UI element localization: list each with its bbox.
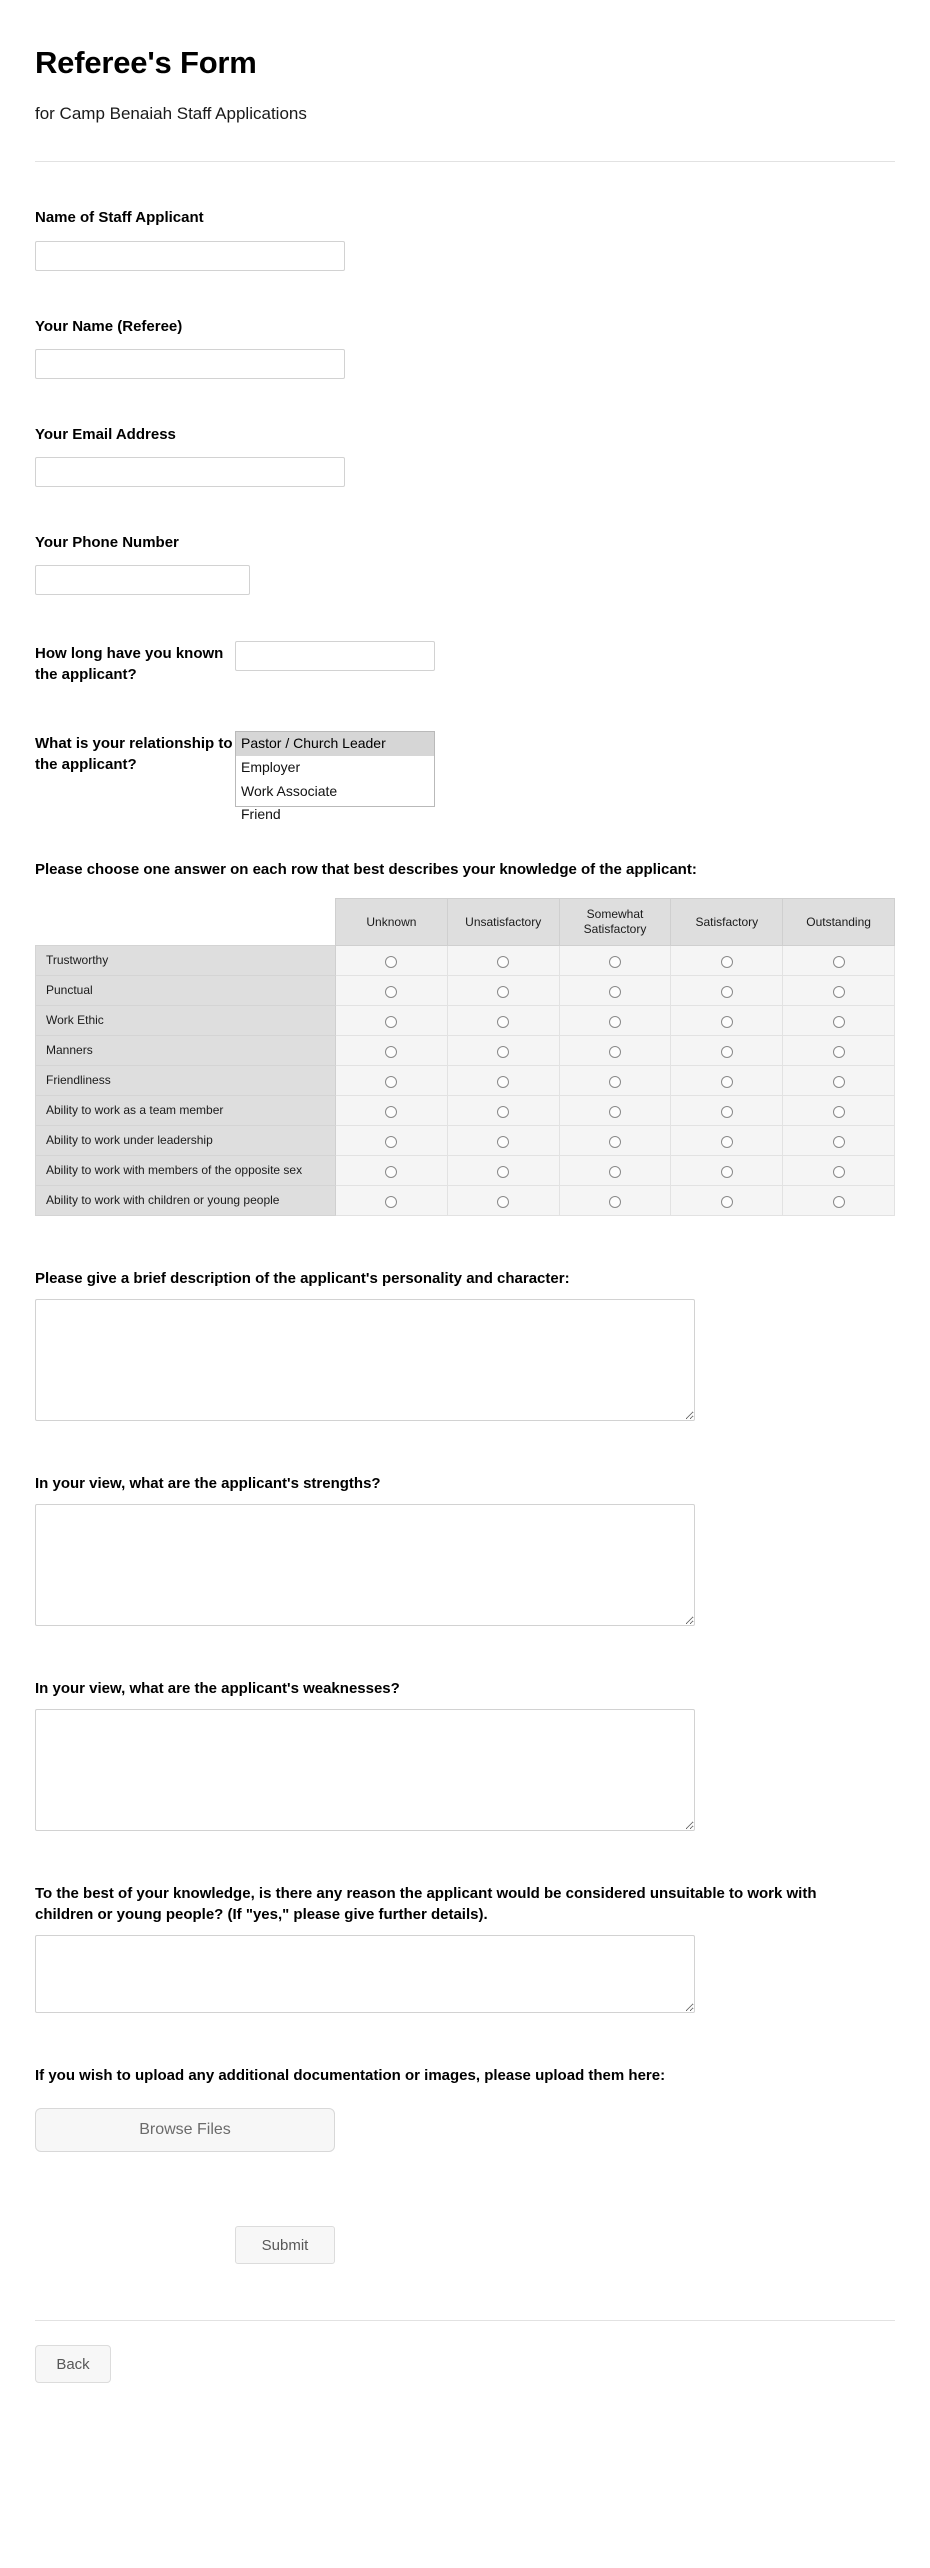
radio-button-icon[interactable] [385,1016,397,1028]
matrix-radio-cell[interactable] [336,946,448,976]
field-label-referee-name: Your Name (Referee) [35,317,183,335]
field-weaknesses [35,1678,895,1831]
radio-button-icon[interactable] [609,986,621,998]
matrix-row-label: Ability to work with members of the opposite sex [36,1156,336,1186]
back-area [35,2321,895,2383]
radio-button-icon[interactable] [497,986,509,998]
radio-button-icon[interactable] [497,1136,509,1148]
matrix-radio-cell[interactable] [336,976,448,1006]
matrix-radio-cell[interactable] [447,976,559,1006]
matrix-row-label: Ability to work with children or young people [36,1186,336,1216]
strengths-textarea[interactable] [35,1504,695,1626]
matrix-header [36,899,895,946]
matrix-radio-cell[interactable] [447,946,559,976]
radio-button-icon[interactable] [721,986,733,998]
matrix-radio-cell[interactable] [447,1096,559,1126]
matrix-radio-cell[interactable] [783,1186,895,1216]
field-label-upload: If you wish to upload any additional documentation or images, please upload them here: [35,2067,666,2085]
matrix-header-row [36,899,895,946]
matrix-radio-cell[interactable] [559,1126,671,1156]
unsuitable-textarea[interactable] [35,1935,695,2013]
relationship-option[interactable]: Employer [241,758,301,775]
matrix-column-header: Somewhat Satisfactory [559,899,671,946]
radio-button-icon[interactable] [497,1076,509,1088]
matrix-radio-cell[interactable] [783,976,895,1006]
matrix-body [36,946,895,1216]
matrix-row-label: Punctual [36,976,336,1006]
radio-button-icon[interactable] [833,956,845,968]
radio-button-icon[interactable] [497,1016,509,1028]
field-label-phone: Your Phone Number [35,534,179,552]
matrix-radio-cell[interactable] [671,1156,783,1186]
radio-button-icon[interactable] [721,1136,733,1148]
radio-button-icon[interactable] [721,1106,733,1118]
relationship-option[interactable]: Work Associate [241,782,338,799]
table-row [36,946,895,976]
table-row [36,1126,895,1156]
radio-button-icon[interactable] [385,1076,397,1088]
email-field[interactable] [35,457,345,487]
matrix-radio-cell[interactable] [559,1066,671,1096]
radio-button-icon[interactable] [385,1106,397,1118]
matrix-radio-cell[interactable] [447,1036,559,1066]
radio-button-icon[interactable] [609,1136,621,1148]
matrix-column-header: Satisfactory [671,899,783,946]
back-button[interactable]: Back [35,2345,111,2383]
radio-button-icon[interactable] [497,956,509,968]
field-personality [35,1268,895,1421]
matrix-radio-cell[interactable] [783,1156,895,1186]
radio-button-icon[interactable] [385,986,397,998]
radio-button-icon[interactable] [721,1076,733,1088]
matrix-column-header: Unknown [336,899,448,946]
matrix-corner-cell [36,899,336,946]
personality-textarea[interactable] [35,1299,695,1421]
field-relationship [35,731,895,823]
field-applicant-name [35,208,895,270]
matrix-radio-cell[interactable] [783,1066,895,1096]
matrix-radio-cell[interactable] [671,1066,783,1096]
matrix-radio-cell[interactable] [559,976,671,1006]
radio-button-icon[interactable] [833,1196,845,1208]
field-label-relationship: What is your relationship to the applicant? [35,735,233,774]
matrix-radio-cell[interactable] [336,1036,448,1066]
field-label-email: Your Email Address [35,425,176,443]
matrix-row-label: Manners [36,1036,336,1066]
radio-button-icon[interactable] [385,1166,397,1178]
matrix-radio-cell[interactable] [671,946,783,976]
radio-button-icon[interactable] [497,1166,509,1178]
table-row [36,1066,895,1096]
matrix-radio-cell[interactable] [336,1096,448,1126]
matrix-radio-cell[interactable] [671,1006,783,1036]
matrix-radio-cell[interactable] [559,1156,671,1186]
radio-button-icon[interactable] [609,1196,621,1208]
radio-button-icon[interactable] [609,1166,621,1178]
matrix-radio-cell[interactable] [671,1186,783,1216]
table-row [36,976,895,1006]
radio-button-icon[interactable] [609,956,621,968]
table-row [36,1186,895,1216]
radio-button-icon[interactable] [833,1106,845,1118]
radio-button-icon[interactable] [721,956,733,968]
field-label-strengths: In your view, what are the applicant's strengths? [35,1475,381,1493]
radio-button-icon[interactable] [833,1166,845,1178]
table-row [36,1006,895,1036]
table-row [36,1096,895,1126]
radio-button-icon[interactable] [833,986,845,998]
field-referee-name [35,317,895,379]
matrix-radio-cell[interactable] [447,1126,559,1156]
radio-button-icon[interactable] [385,956,397,968]
matrix-radio-cell[interactable] [671,976,783,1006]
matrix-row-label: Ability to work as a team member [36,1096,336,1126]
radio-button-icon[interactable] [609,1106,621,1118]
matrix-column-header: Outstanding [783,899,895,946]
matrix-row-label: Ability to work under leadership [36,1126,336,1156]
radio-button-icon[interactable] [385,1196,397,1208]
submit-button[interactable]: Submit [235,2226,335,2264]
matrix-column-header: Unsatisfactory [447,899,559,946]
known-duration-input[interactable] [235,641,435,671]
matrix-row-label: Work Ethic [36,1006,336,1036]
matrix-radio-cell[interactable] [336,1066,448,1096]
relationship-control [235,731,895,823]
radio-button-icon[interactable] [497,1106,509,1118]
header-divider [35,161,895,162]
radio-button-icon[interactable] [721,1166,733,1178]
knowledge-matrix-table [35,898,895,1216]
radio-button-icon[interactable] [721,1016,733,1028]
radio-button-icon[interactable] [833,1076,845,1088]
radio-button-icon[interactable] [721,1196,733,1208]
matrix-radio-cell[interactable] [336,1126,448,1156]
field-unsuitable [35,1883,895,2013]
relationship-option[interactable]: Pastor / Church Leader [236,732,434,756]
matrix-row-label: Friendliness [36,1066,336,1096]
form-container [35,0,895,2383]
field-label-weaknesses: In your view, what are the applicant's weaknesses? [35,1680,400,1698]
matrix-radio-cell[interactable] [336,1186,448,1216]
matrix-radio-cell[interactable] [671,1036,783,1066]
relationship-listbox[interactable] [235,731,435,823]
matrix-radio-cell[interactable] [447,1186,559,1216]
matrix-row-label: Trustworthy [36,946,336,976]
matrix-radio-cell[interactable] [447,1066,559,1096]
field-upload [35,2065,895,2152]
referee-name-input[interactable] [35,349,345,379]
field-strengths [35,1473,895,1626]
field-label-personality: Please give a brief description of the applicant's personality and character: [35,1270,570,1288]
matrix-radio-cell[interactable] [783,1006,895,1036]
applicant-name-input[interactable] [35,241,345,271]
radio-button-icon[interactable] [833,1016,845,1028]
matrix-radio-cell[interactable] [671,1126,783,1156]
matrix-radio-cell[interactable] [336,1006,448,1036]
matrix-radio-cell[interactable] [559,1036,671,1066]
radio-button-icon[interactable] [721,1046,733,1058]
matrix-radio-cell[interactable] [783,1126,895,1156]
browse-files-button[interactable]: Browse Files [35,2108,335,2152]
matrix-radio-cell[interactable] [447,1156,559,1186]
matrix-radio-cell[interactable] [783,1036,895,1066]
matrix-radio-cell[interactable] [447,1006,559,1036]
matrix-radio-cell[interactable] [559,1096,671,1126]
phone-field[interactable] [35,565,250,595]
weaknesses-textarea[interactable] [35,1709,695,1831]
radio-button-icon[interactable] [833,1136,845,1148]
page-subtitle: for Camp Benaiah Staff Applications [35,104,307,124]
table-row [36,1036,895,1066]
field-email [35,425,895,487]
radio-button-icon[interactable] [385,1046,397,1058]
matrix-intro: Please choose one answer on each row that best describes your knowledge of the applicant: [35,861,697,879]
relationship-option[interactable]: Friend [241,806,281,823]
radio-button-icon[interactable] [609,1076,621,1088]
field-known-duration [35,641,895,685]
field-phone [35,533,895,595]
matrix-radio-cell[interactable] [559,946,671,976]
footer-spacer [35,2264,895,2320]
matrix-radio-cell[interactable] [559,1006,671,1036]
field-label-applicant-name: Name of Staff Applicant [35,209,204,227]
matrix-radio-cell[interactable] [559,1186,671,1216]
radio-button-icon[interactable] [385,1136,397,1148]
radio-button-icon[interactable] [609,1046,621,1058]
radio-button-icon[interactable] [497,1046,509,1058]
known-duration-control [235,641,895,671]
radio-button-icon[interactable] [609,1016,621,1028]
field-label-known-duration: How long have you known the applicant? [35,645,224,684]
page-title: Referee's Form [35,45,257,80]
matrix-radio-cell[interactable] [783,946,895,976]
field-label-unsuitable: To the best of your knowledge, is there any reason the applicant would be considered unsuitable to work with children or young people? (If "yes," please give further details). [35,1885,817,1924]
matrix-radio-cell[interactable] [336,1156,448,1186]
radio-button-icon[interactable] [497,1196,509,1208]
matrix-radio-cell[interactable] [671,1096,783,1126]
table-row [36,1156,895,1186]
submit-area [35,2226,895,2264]
radio-button-icon[interactable] [833,1046,845,1058]
matrix-radio-cell[interactable] [783,1096,895,1126]
